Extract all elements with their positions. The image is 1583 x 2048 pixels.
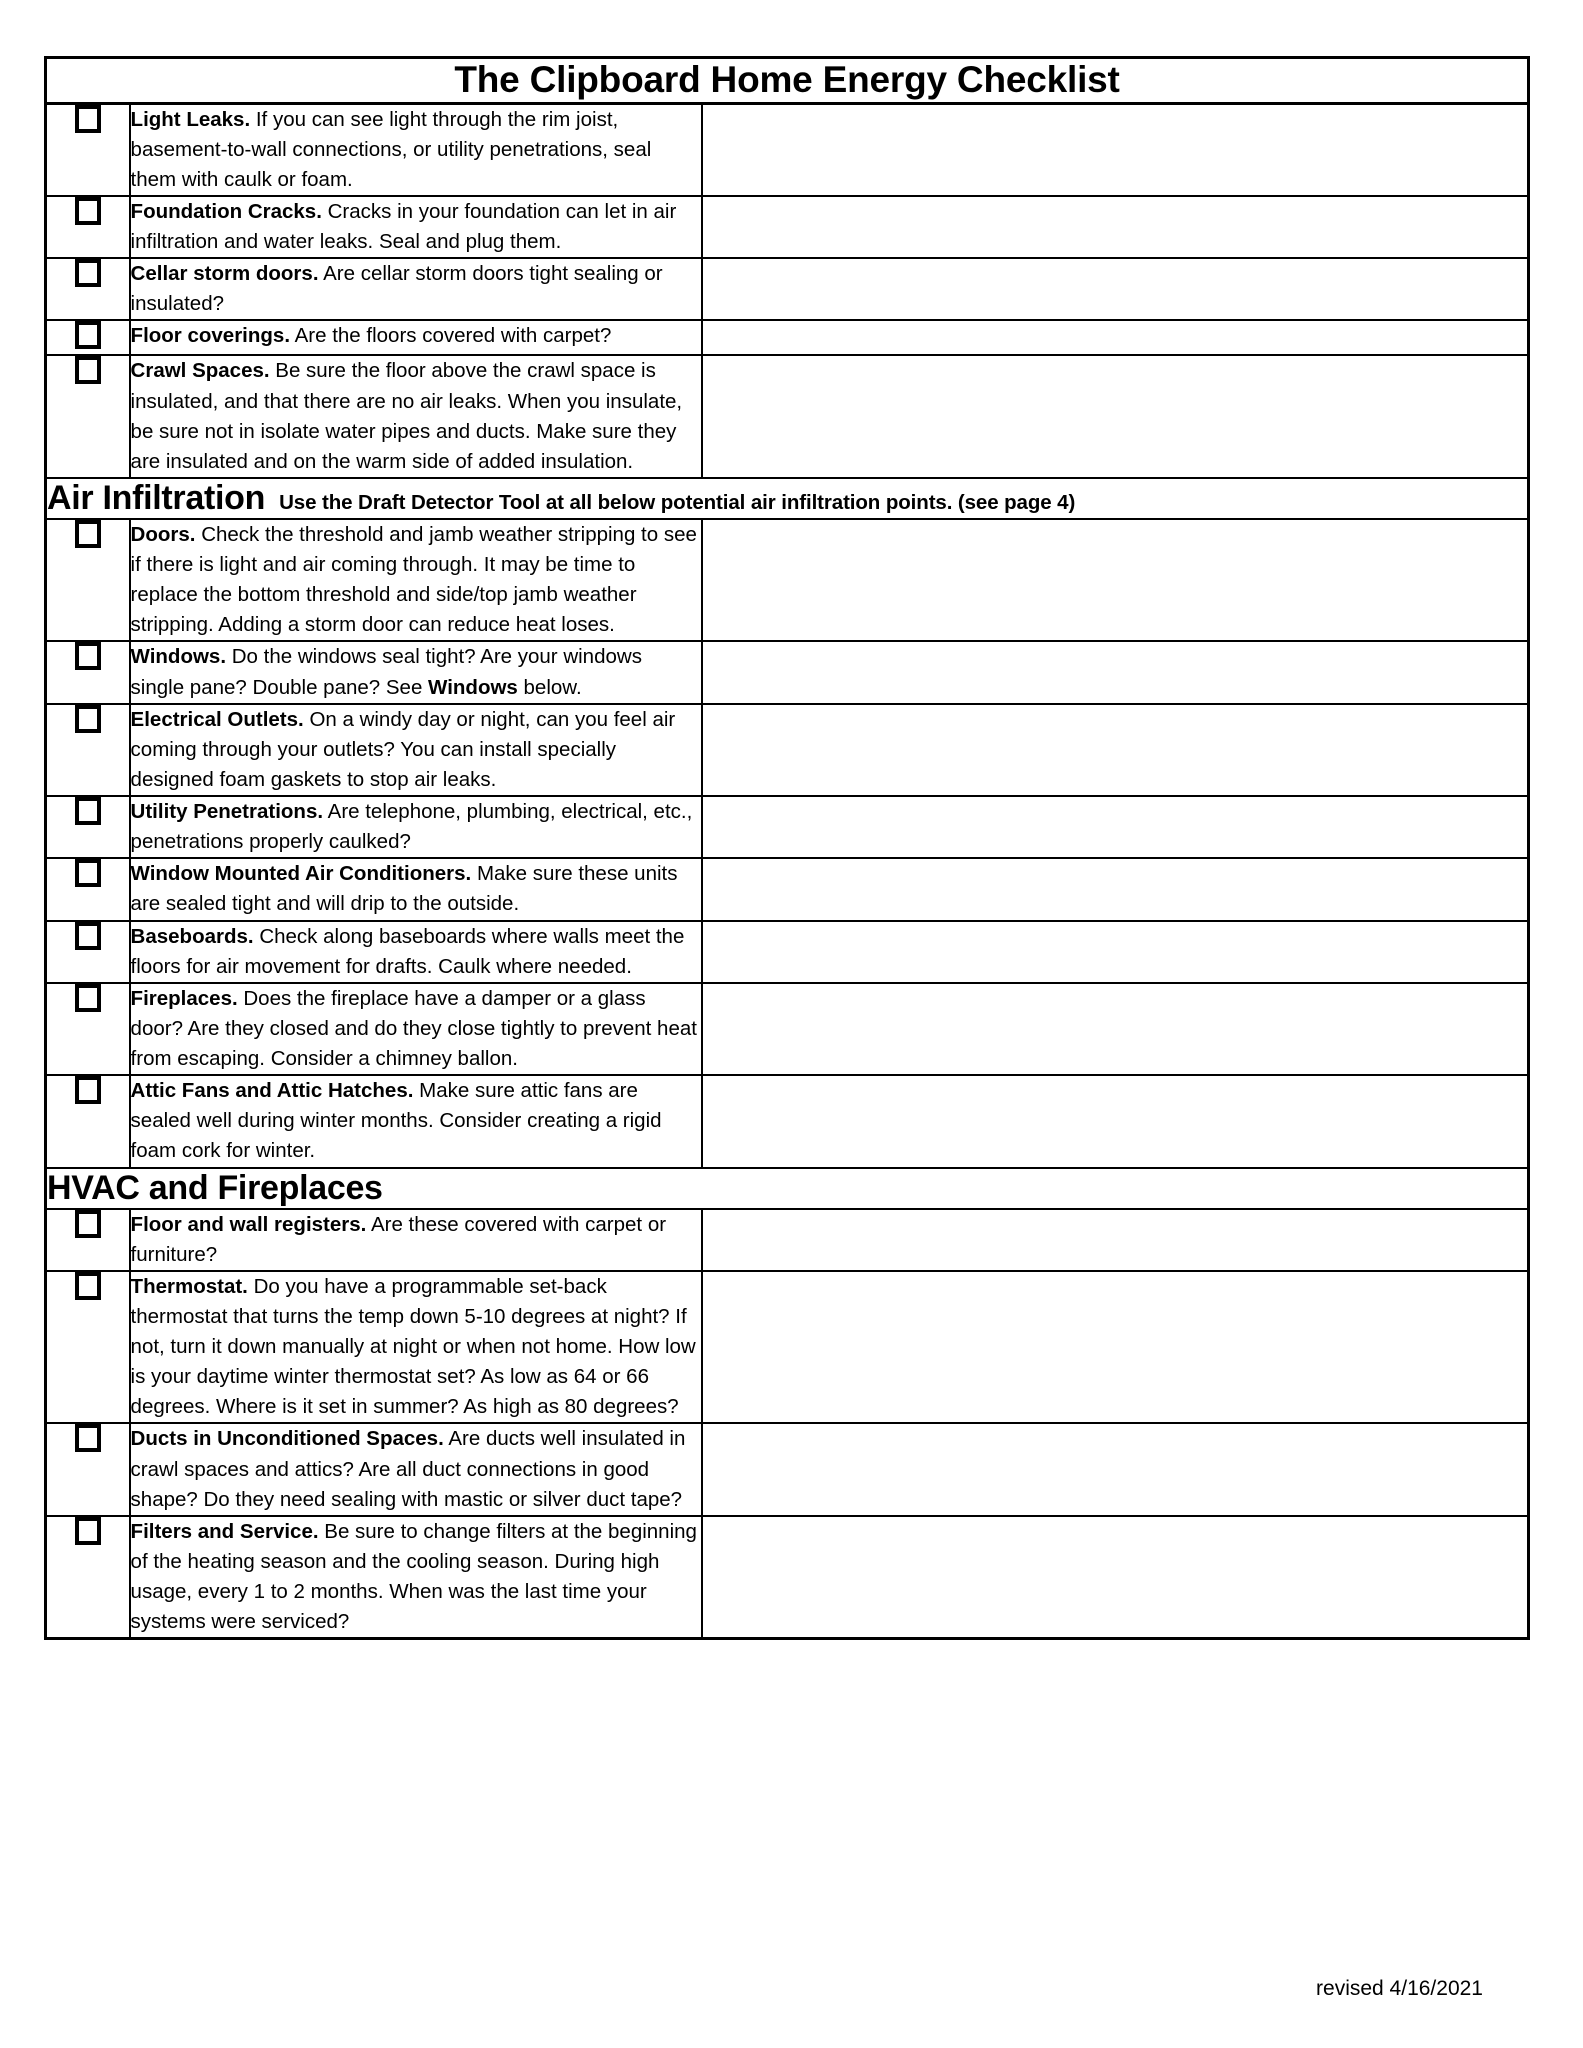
checkbox-cell[interactable]: [46, 921, 130, 983]
item-text: If you can see light through the rim joist, basement-to-wall connections, or utility penetrations, seal them with caulk or foam.: [130, 107, 652, 191]
notes-cell[interactable]: [702, 320, 1529, 355]
checkbox-icon[interactable]: [75, 259, 101, 287]
item-term: Cellar storm doors.: [130, 262, 319, 286]
item-text: Be sure to change filters at the beginning of the heating season and the cooling season. During high usage, every 1 to 2 months. When was the last time your systems were serviced?: [130, 1519, 697, 1634]
checkbox-icon[interactable]: [75, 797, 101, 825]
checkbox-cell[interactable]: [46, 858, 130, 920]
section-subtitle: Use the Draft Detector Tool at all below potential air infiltration points. (see page 4): [279, 490, 1076, 514]
checkbox-icon[interactable]: [75, 356, 101, 384]
item-text: Does the fireplace have a damper or a glass door? Are they closed and do they close tightly to prevent heat from escaping. Consider a chimney ballon.: [130, 986, 697, 1071]
checkbox-icon[interactable]: [75, 1076, 101, 1104]
description-cell: [130, 103, 702, 196]
item-text: Are cellar storm doors tight sealing or insulated?: [130, 262, 663, 316]
item-text: Are telephone, plumbing, electrical, etc., penetrations properly caulked?: [130, 800, 693, 854]
checkbox-cell[interactable]: [46, 355, 130, 478]
checkbox-icon[interactable]: [75, 1272, 101, 1300]
table-row: [46, 858, 1529, 920]
description-cell: [130, 704, 702, 796]
item-text: Check the threshold and jamb weather stripping to see if there is light and air coming through. It may be time to replace the bottom threshold and side/top jamb weather stripping. Adding a storm door can reduce heat loses.: [130, 522, 697, 637]
notes-cell[interactable]: [702, 1209, 1529, 1271]
checkbox-cell[interactable]: [46, 1075, 130, 1167]
item-term: Ducts in Unconditioned Spaces.: [130, 1427, 444, 1451]
item-text-tail: below.: [517, 675, 582, 699]
section-title: HVAC and Fireplaces: [47, 1168, 383, 1207]
checkbox-icon[interactable]: [75, 705, 101, 733]
description-cell: [130, 921, 702, 983]
description-cell: [130, 258, 702, 320]
description-cell: [130, 983, 702, 1075]
item-term: Baseboards.: [130, 924, 254, 948]
table-row: [46, 355, 1529, 478]
notes-cell[interactable]: [702, 704, 1529, 796]
item-text: Are ducts well insulated in crawl spaces and attics? Are all duct connections in good shape? Do they need sealing with mastic or silver duct tape?: [130, 1427, 686, 1511]
checkbox-cell[interactable]: [46, 1271, 130, 1424]
notes-cell[interactable]: [702, 519, 1529, 642]
notes-cell[interactable]: [702, 103, 1529, 196]
table-row: [46, 258, 1529, 320]
table-row: [46, 1516, 1529, 1639]
table-row: [46, 1271, 1529, 1424]
checkbox-icon[interactable]: [75, 520, 101, 548]
description-cell: [130, 858, 702, 920]
checkbox-icon[interactable]: [75, 105, 101, 133]
checkbox-icon[interactable]: [75, 984, 101, 1012]
home-energy-checklist-table: [44, 56, 1530, 1640]
item-term: Floor coverings.: [130, 324, 291, 348]
item-term: Fireplaces.: [130, 986, 238, 1010]
item-text: Be sure the floor above the crawl space is insulated, and that there are no air leaks. When you insulate, be sure not in isolate water pipes and ducts. Make sure they are insulated and on the warm side of added insulation.: [130, 359, 683, 473]
item-term: Filters and Service.: [130, 1519, 319, 1543]
description-cell: [130, 1271, 702, 1424]
description-cell: [130, 641, 702, 703]
title-row: [46, 58, 1529, 104]
checkbox-cell[interactable]: [46, 320, 130, 355]
checkbox-icon[interactable]: [75, 321, 101, 349]
notes-cell[interactable]: [702, 921, 1529, 983]
item-text: Make sure attic fans are sealed well during winter months. Consider creating a rigid foam cork for winter.: [130, 1079, 662, 1163]
item-term: Floor and wall registers.: [130, 1212, 367, 1236]
checkbox-cell[interactable]: [46, 983, 130, 1075]
checkbox-icon[interactable]: [75, 859, 101, 887]
item-term: Doors.: [130, 522, 196, 546]
checkbox-cell[interactable]: [46, 704, 130, 796]
item-term: Windows.: [130, 645, 227, 669]
notes-cell[interactable]: [702, 1423, 1529, 1515]
table-row: [46, 641, 1529, 703]
checkbox-cell[interactable]: [46, 258, 130, 320]
description-cell: [130, 320, 702, 355]
table-row: [46, 320, 1529, 355]
table-row: [46, 921, 1529, 983]
item-text: On a windy day or night, can you feel air coming through your outlets? You can install specially designed foam gaskets to stop air leaks.: [130, 707, 676, 791]
checkbox-cell[interactable]: [46, 196, 130, 258]
item-term: Crawl Spaces.: [130, 359, 270, 383]
checkbox-cell[interactable]: [46, 519, 130, 642]
notes-cell[interactable]: [702, 983, 1529, 1075]
checkbox-cell[interactable]: [46, 796, 130, 858]
table-row: [46, 704, 1529, 796]
item-term: Electrical Outlets.: [130, 707, 304, 731]
notes-cell[interactable]: [702, 1516, 1529, 1639]
item-text: Do the windows seal tight? Are your windows single pane? Double pane? See: [130, 645, 642, 699]
item-text: Are these covered with carpet or furniture?: [130, 1212, 667, 1266]
checkbox-icon[interactable]: [75, 1517, 101, 1545]
notes-cell[interactable]: [702, 796, 1529, 858]
item-term: Attic Fans and Attic Hatches.: [130, 1079, 414, 1103]
item-term: Window Mounted Air Conditioners.: [130, 862, 472, 886]
description-cell: [130, 519, 702, 642]
checkbox-icon[interactable]: [75, 922, 101, 950]
description-cell: [130, 796, 702, 858]
checkbox-cell[interactable]: [46, 1423, 130, 1515]
table-row: [46, 196, 1529, 258]
table-row: [46, 983, 1529, 1075]
section-header-row: [46, 478, 1529, 519]
checkbox-icon[interactable]: [75, 1210, 101, 1238]
item-text: Cracks in your foundation can let in air infiltration and water leaks. Seal and plug them.: [130, 199, 677, 254]
notes-cell[interactable]: [702, 355, 1529, 478]
section-header-hvac-and-fireplaces: [46, 1168, 1529, 1209]
checkbox-cell[interactable]: [46, 103, 130, 196]
item-text: Are the floors covered with carpet?: [294, 324, 612, 348]
checkbox-cell[interactable]: [46, 1516, 130, 1639]
notes-cell[interactable]: [702, 1075, 1529, 1167]
item-text: Do you have a programmable set-back thermostat that turns the temp down 5-10 degrees at night? If not, turn it down manually at night or when not home. How low is your daytime winter thermostat set? As low as 64 or 66 degrees. Where is it set in summer? As high as 80 degrees?: [130, 1274, 696, 1419]
notes-cell[interactable]: [702, 858, 1529, 920]
section-header-air-infiltration: [46, 478, 1529, 519]
checkbox-cell[interactable]: [46, 1209, 130, 1271]
table-row: [46, 103, 1529, 196]
notes-cell[interactable]: [702, 258, 1529, 320]
title-cell: [46, 58, 1529, 104]
description-cell: [130, 196, 702, 258]
description-cell: [130, 1209, 702, 1271]
item-term: Light Leaks.: [130, 107, 251, 131]
checkbox-icon[interactable]: [75, 642, 101, 670]
description-cell: [130, 355, 702, 478]
item-text-emphasis: Windows: [428, 675, 518, 699]
table-row: [46, 519, 1529, 642]
section-header-row: [46, 1168, 1529, 1209]
item-text: Check along baseboards where walls meet the floors for air movement for drafts. Caulk where needed.: [130, 924, 685, 978]
description-cell: [130, 1075, 702, 1167]
notes-cell[interactable]: [702, 196, 1529, 258]
item-text: Make sure these units are sealed tight and will drip to the outside.: [130, 862, 678, 916]
checkbox-cell[interactable]: [46, 641, 130, 703]
item-term: Thermostat.: [130, 1274, 248, 1298]
checkbox-icon[interactable]: [75, 197, 101, 225]
table-row: [46, 1075, 1529, 1167]
revision-footer: revised 4/16/2021: [1316, 1976, 1483, 2000]
description-cell: [130, 1423, 702, 1515]
description-cell: [130, 1516, 702, 1639]
page-title: The Clipboard Home Energy Checklist: [454, 59, 1120, 100]
item-term: Utility Penetrations.: [130, 800, 324, 824]
checkbox-icon[interactable]: [75, 1424, 101, 1452]
table-row: [46, 796, 1529, 858]
notes-cell[interactable]: [702, 641, 1529, 703]
section-title: Air Infiltration: [47, 478, 266, 517]
table-row: [46, 1423, 1529, 1515]
notes-cell[interactable]: [702, 1271, 1529, 1424]
item-term: Foundation Cracks.: [130, 199, 322, 223]
table-row: [46, 1209, 1529, 1271]
